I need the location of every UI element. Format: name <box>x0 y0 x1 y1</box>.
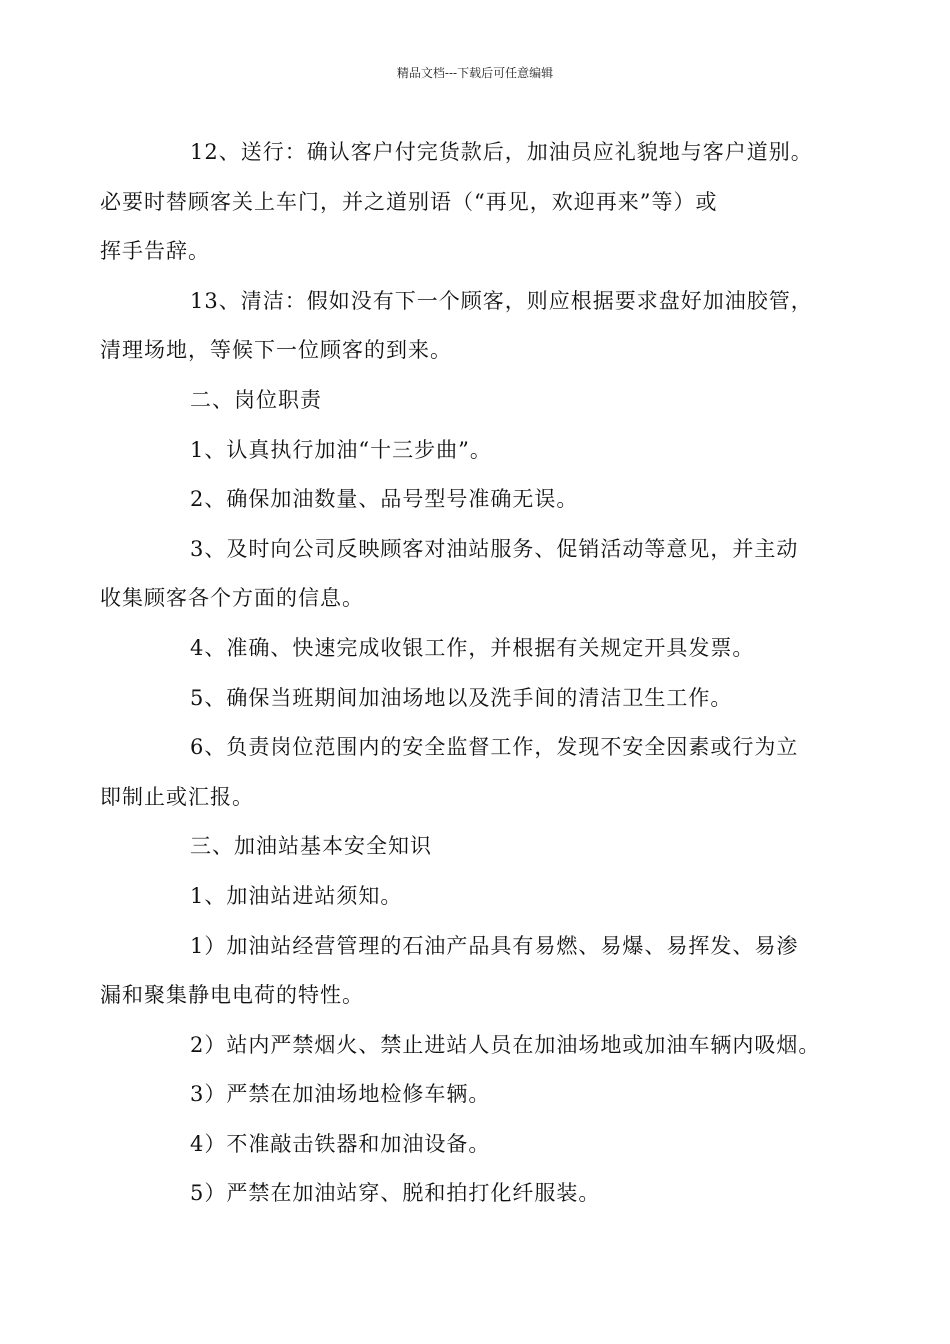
text-line: 2、确保加油数量、品号型号准确无误。 <box>190 487 579 512</box>
text-line: 漏和聚集静电电荷的特性。 <box>100 983 364 1008</box>
safety-subitem-5 <box>145 1169 825 1219</box>
text-line: 3、及时向公司反映顾客对油站服务、促销活动等意见，并主动 <box>190 536 799 561</box>
duty-item-6 <box>100 723 825 822</box>
text-line: 1、认真执行加油“十三步曲”。 <box>190 437 492 462</box>
section-heading-job-duties <box>145 376 825 426</box>
duty-item-3 <box>100 525 825 624</box>
text-line: 5、确保当班期间加油场地以及洗手间的清洁卫生工作。 <box>190 685 733 710</box>
text-line: 2）站内严禁烟火、禁止进站人员在加油场地或加油车辆内吸烟。 <box>190 1032 821 1057</box>
text-line: 清理场地，等候下一位顾客的到来。 <box>100 338 452 363</box>
text-line: 3）严禁在加油场地检修车辆。 <box>190 1082 491 1107</box>
text-line: 即制止或汇报。 <box>100 784 254 809</box>
safety-item-1 <box>145 872 825 922</box>
text-line: 二、岗位职责 <box>190 387 322 412</box>
text-line: 13、清洁：假如没有下一个顾客，则应根据要求盘好加油胶管， <box>190 288 813 313</box>
paragraph-step-12-farewell <box>100 128 825 277</box>
text-line: 挥手告辞。 <box>100 239 210 264</box>
text-line: 1、加油站进站须知。 <box>190 883 403 908</box>
text-line: 4）不准敲击铁器和加油设备。 <box>190 1131 491 1156</box>
page-header: 精品文档---下载后可任意编辑 <box>396 66 554 80</box>
duty-item-5 <box>145 674 825 724</box>
text-line: 1）加油站经营管理的石油产品具有易燃、易爆、易挥发、易渗 <box>190 933 799 958</box>
safety-subitem-1 <box>100 922 825 1021</box>
document-body <box>100 128 825 1219</box>
text-line: 三、加油站基本安全知识 <box>190 834 432 859</box>
text-line: 收集顾客各个方面的信息。 <box>100 586 364 611</box>
paragraph-step-13-cleaning <box>100 277 825 376</box>
safety-subitem-2 <box>145 1021 825 1071</box>
text-line: 12、送行：确认客户付完货款后，加油员应礼貌地与客户道别。 <box>190 140 813 164</box>
text-line: 4、准确、快速完成收银工作，并根据有关规定开具发票。 <box>190 635 755 660</box>
text-line: 5）严禁在加油站穿、脱和拍打化纤服装。 <box>190 1181 601 1206</box>
duty-item-2 <box>145 475 825 525</box>
text-line: 6、负责岗位范围内的安全监督工作，发现不安全因素或行为立 <box>190 735 799 760</box>
text-line: 必要时替顾客关上车门，并之道别语（“再见，欢迎再来”等）或 <box>100 189 718 214</box>
section-heading-safety-knowledge <box>145 822 825 872</box>
safety-subitem-4 <box>145 1120 825 1170</box>
duty-item-1 <box>145 426 825 476</box>
safety-subitem-3 <box>145 1070 825 1120</box>
duty-item-4 <box>145 624 825 674</box>
